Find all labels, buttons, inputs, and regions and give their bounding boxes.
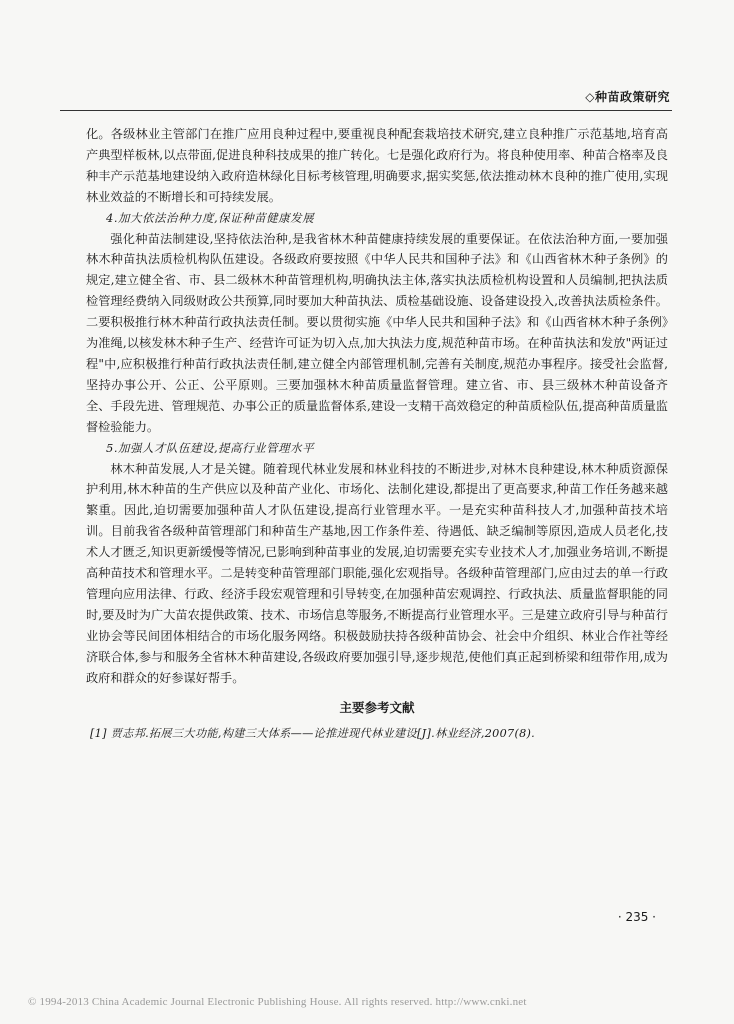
references-title: 主要参考文献 [339, 700, 415, 716]
paragraph-law-enforcement: 强化种苗法制建设,坚持依法治种,是我省林木种苗健康持续发展的重要保证。在依法治种方面,一要加强林木种苗执法质检机构队伍建设。各级政府要按照《中华人民共和国种子法》和《山西省林木种子条例》的规定,建立健全省、市、县二级林木种苗管理机构,明确执法主体,落实执法质检机构设置和人员编制,把执法质检管理经费纳入同级财政公共预算,同时要加大种苗执法、质检基础设施、设备建设投入,改善执法质检条件。二要积极推行林木种苗行政执法责任制。要以贯彻实施《中华人民共和国种子法》和《山西省林木种子条例》为准绳,以核发林木种子生产、经营许可证为切入点,加大执法力度,规范种苗市场。在种苗执法和发放"两证过程"中,应积极推行种苗行政执法责任制,建立健全内部管理机制,完善有关制度,规范办事程序。接受社会监督,坚持办事公开、公正、公平原则。三要加强林木种苗质量监督管理。建立省、市、县三级林木种苗设备齐全、手段先进、管理规范、办事公正的质量监督体系,建设一支精干高效稳定的种苗质检队伍,提高种苗质量监督检验能力。 [86, 231, 668, 434]
article-body [86, 124, 668, 744]
copyright-footer: © 1994-2013 China Academic Journal Electronic Publishing House. All rights reserved. http://www.cnki.net [28, 996, 527, 1008]
section-header-title: ◇种苗政策研究 [585, 90, 670, 104]
page-number: · 235 · [617, 910, 656, 924]
reference-item: [1] 贾志邦.拓展三大功能,构建三大体系——论推进现代林业建设[J].林业经济,2007(8). [90, 727, 536, 741]
section-heading-4: 4.加大依法治种力度,保证种苗健康发展 [106, 210, 315, 225]
paragraph-talent: 林木种苗发展,人才是关键。随着现代林业发展和林业科技的不断进步,对林木良种建设,林木种质资源保护利用,林木种苗的生产供应以及种苗产业化、市场化、法制化建设,都提出了更高要求,种苗工作任务越来越繁重。因此,迫切需要加强种苗人才队伍建设,提高行业管理水平。一是充实种苗科技人才,加强种苗技术培训。目前我省各级种苗管理部门和种苗生产基地,因工作条件差、待遇低、缺乏编制等原因,造成人员老化,技术人才匮乏,知识更新缓慢等情况,已影响到种苗事业的发展,迫切需要充实专业技术人才,加强业务培训,不断提高种苗技术和管理水平。二是转变种苗管理部门职能,强化宏观指导。各级种苗管理部门,应由过去的单一行政管理向应用法律、行政、经济手段宏观管理和引导转变,在加强种苗宏观调控、行政执法、质量监督职能的同时,要及时为广大苗农提供政策、技术、市场信息等服务,不断提高行业管理水平。三是建立政府引导与种苗行业协会等民间团体相结合的市场化服务网络。积极鼓励扶持各级种苗协会、社会中介组织、林业合作社等经济联合体,参与和服务全省林木种苗建设,各级政府要加强引导,逐步规范,使他们真正起到桥梁和纽带作用,成为政府和群众的好参谋好帮手。 [86, 461, 668, 685]
header-divider [60, 110, 672, 111]
paragraph-continued: 化。各级林业主管部门在推广应用良种过程中,要重视良种配套栽培技术研究,建立良种推广示范基地,培育高产典型样板林,以点带面,促进良种科技成果的推广转化。七是强化政府行为。将良种使用率、种苗合格率及良种丰产示范基地建设纳入政府造林绿化目标考核管理,明确要求,据实奖惩,依法推动林木良种的推广使用,实现林业效益的不断增长和可持续发展。 [86, 127, 668, 204]
section-heading-5: 5.加强人才队伍建设,提高行业管理水平 [106, 440, 315, 455]
